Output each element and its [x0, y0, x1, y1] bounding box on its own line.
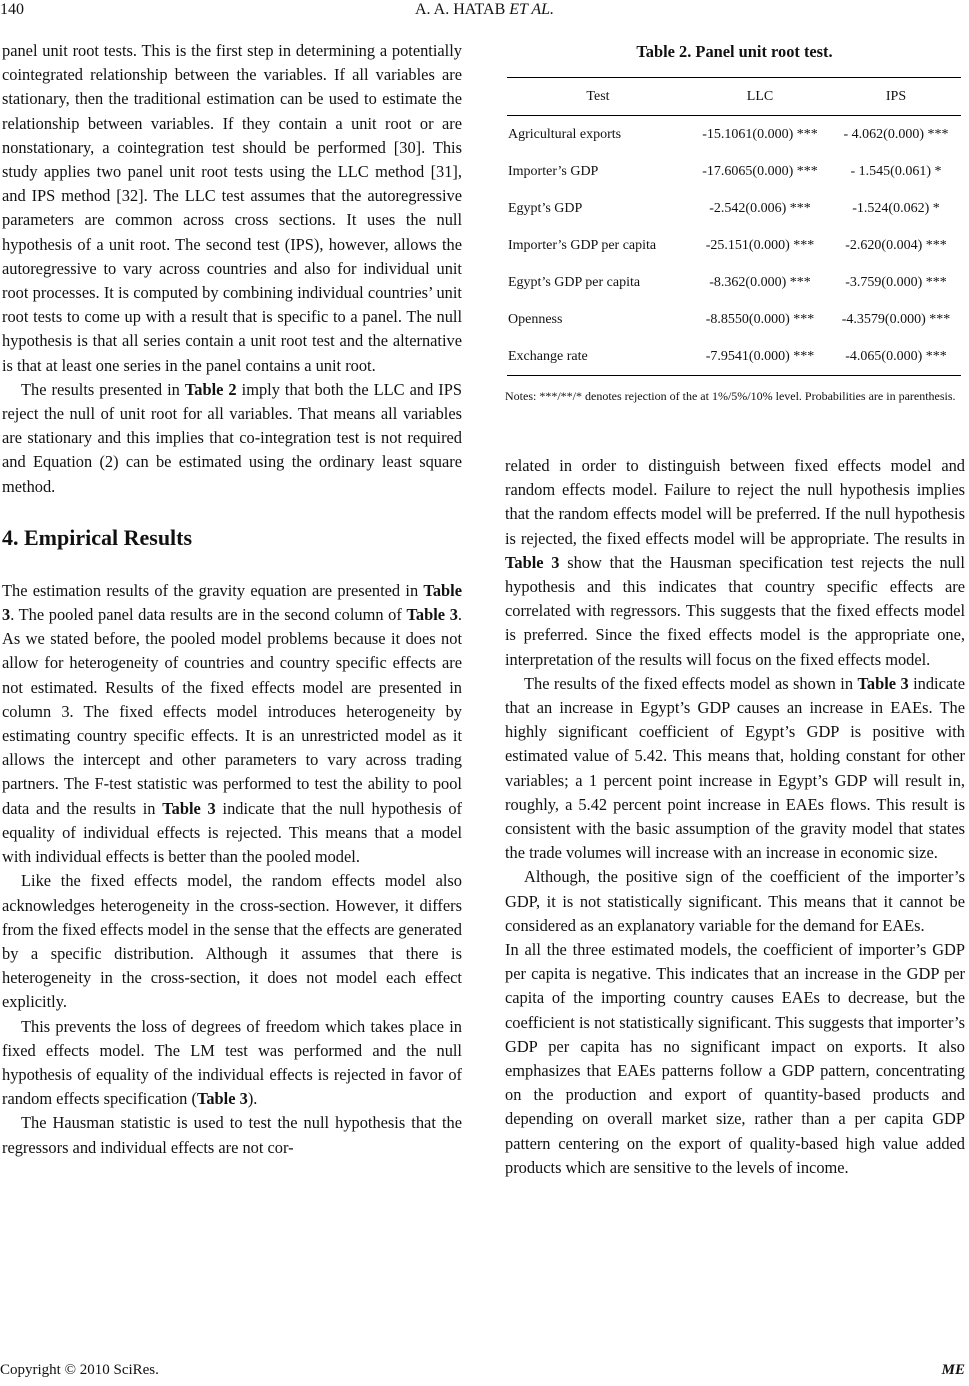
left-column	[2, 39, 462, 1160]
table-header-row	[507, 78, 961, 116]
paragraph: panel unit root tests. This is the first step in determining a potentially cointegrated relationship between the variables. If all variables are stationary, then the traditional estimation can be used to estimate the relationship between variables. If they contain a unit root or are nonstationary, a cointegration test should be performed [30]. This study applies two panel unit root tests using the LLC method [31], and IPS method [32]. The LLC test assumes that the autoregressive parameters are common across cross sections. It uses the null hypothesis of a unit root. The second test (IPS), however, allows the autoregressive to vary across countries and also for individual unit root processes. It is computed by combining individual countries’ unit root tests to come up with a result that is specific to a panel. The null hypothesis is that all series contain a unit root test and the alternative is that at least one series in the panel contains a unit root.	[2, 41, 462, 375]
paragraph: Although, the positive sign of the coefficient of the importer’s GDP, it is not statistically significant. This means that it cannot be considered as an explanatory variable for the demand for EAEs.	[505, 867, 965, 935]
ips-value: - 4.062(0.000) ***	[843, 126, 949, 142]
ips-value: - 1.545(0.061) *	[850, 163, 942, 179]
copyright-notice: Copyright © 2010 SciRes.	[0, 1362, 159, 1378]
row-label: Exchange rate	[507, 338, 689, 376]
table-notes: Notes: ***/**/* denotes rejection of the at 1%/5%/10% level. Probabilities are in parenthesis.	[505, 389, 956, 403]
table-reference: Table 3	[505, 552, 560, 572]
ips-value: -2.620(0.004) ***	[845, 237, 947, 253]
row-label: Egypt’s GDP per capita	[508, 274, 641, 290]
llc-value: -8.8550(0.000) ***	[705, 311, 815, 327]
row-label: Importer’s GDP per capita	[508, 237, 657, 253]
running-head-et-al: ET AL.	[509, 1, 555, 18]
row-label: Openness	[508, 311, 563, 327]
table-reference: Table 3	[2, 580, 462, 625]
ips-value: -1.524(0.062) *	[852, 200, 940, 216]
ips-value: -3.759(0.000) ***	[845, 274, 947, 290]
table-reference: Table 3	[857, 673, 909, 693]
table-caption: Table 2. Panel unit root test.	[636, 42, 833, 61]
header-llc: LLC	[689, 78, 831, 116]
table-row	[507, 301, 961, 338]
row-label: Egypt’s GDP	[508, 200, 583, 216]
row-label: Importer’s GDP	[508, 163, 599, 179]
row-label: Agricultural exports	[508, 126, 622, 142]
llc-value: -8.362(0.000) ***	[709, 274, 811, 290]
table-row	[507, 227, 961, 264]
paragraph: The Hausman statistic is used to test the null hypothesis that the regressors and individual effects are not cor-	[2, 1113, 462, 1157]
paragraph: The results presented in Table 2 imply that both the LLC and IPS reject the null of unit root for all variables. That means all variables are stationary and this implies that co-integration test is not required and Equation (2) can be estimated using the ordinary least square method.	[2, 379, 462, 496]
table-row	[507, 153, 961, 190]
table-reference: Table 3	[162, 798, 216, 818]
table-row	[507, 190, 961, 227]
table-reference: Table 2	[184, 379, 237, 399]
header-ips: IPS	[831, 78, 961, 116]
header-test: Test	[507, 78, 689, 116]
llc-value: -25.151(0.000) ***	[705, 237, 815, 253]
llc-value: -2.542(0.006) ***	[709, 200, 811, 216]
llc-value: -15.1061(0.000) ***	[702, 126, 818, 142]
running-head-authors: A. A. HATAB	[414, 1, 506, 18]
paragraph: The estimation results of the gravity equation are presented in Table 3. The pooled panel data results are in the second column of Table 3. As we stated before, the pooled model problems because it does not allow for heterogeneity of countries and country specific effects are not estimated. Results of the fixed effects model are presented in column 3. The fixed effects model introduces heterogeneity by estimating country specific effects. It is an unrestricted model as it allows the intercept and other parameters to vary across trading partners. The F-test statistic was performed to test the ability to pool data and the results in Table 3 indicate that the null hypothesis of equality of individual effects is rejected. This means that a model with individual effects is better than the pooled model.	[2, 580, 462, 867]
page-number: 140	[0, 1, 24, 18]
table-row	[507, 264, 961, 301]
table-row	[507, 116, 961, 154]
right-column	[505, 454, 965, 1180]
table-2	[505, 41, 964, 405]
paragraph: In all the three estimated models, the coefficient of importer’s GDP per capita is negative. This indicates that an increase in the GDP per capita of the importing country causes EAEs to decrease, but the coefficient is not statistically significant. This suggests that importer’s GDP per capita has no significant impact on exports. It also emphasizes that EAEs patterns follow a GDP pattern, concentrating on the production and export of quantity-based products and depending on overall market size, rather than a per capita GDP pattern centering on the export of quality-based high value added products which are sensitive to the levels of income.	[505, 940, 965, 1177]
paragraph: The results of the fixed effects model as shown in Table 3 indicate that an increase in Egypt’s GDP causes an increase in EAEs. The highly significant coefficient of Egypt’s GDP is positive with estimated value of 5.42. This means that, holding constant for other variables; a 1 percent point increase in Egypt’s GDP will result in, roughly, a 5.42 percent point increase in EAEs flows. This result is consistent with the basic assumption of the gravity model that states the trade volumes will increase with an increase in economic size.	[505, 673, 965, 863]
table-reference: Table 3	[196, 1089, 248, 1109]
section-title: 4. Empirical Results	[2, 524, 193, 550]
journal-abbreviation: ME	[941, 1362, 965, 1378]
llc-value: -7.9541(0.000) ***	[689, 338, 831, 376]
ips-value: -4.065(0.000) ***	[831, 338, 961, 376]
paragraph: Like the fixed effects model, the random effects model also acknowledges heterogeneity in the cross-section. However, it differs from the fixed effects model in the sense that the effects are generated by a specific distribution. Although it assumes that there is heterogeneity in the cross-section, it does not model each effect explicitly.	[2, 871, 462, 1012]
ips-value: -4.3579(0.000) ***	[841, 311, 951, 327]
page-header	[0, 0, 969, 30]
panel-unit-root-table	[507, 77, 961, 376]
paragraph: related in order to distinguish between fixed effects model and random effects model. Failure to reject the null hypothesis implies that the random effects model will be preferred. If the null hypothesis is rejected, the fixed effects model will be appropriate. The results in Table 3 show that the Hausman specification test rejects the null hypothesis and this indicates that country specific effects are correlated with regressors. This suggests that the fixed effects model is preferred. Since the fixed effects model is the appropriate one, interpretation of the results will focus on the fixed effects model.	[505, 456, 965, 669]
llc-value: -17.6065(0.000) ***	[702, 163, 818, 179]
table-row	[507, 338, 961, 376]
table-reference: Table 3	[406, 605, 458, 625]
running-head	[0, 1, 969, 19]
paragraph: This prevents the loss of degrees of freedom which takes place in fixed effects model. The LM test was performed and the null hypothesis of equality of the individual effects is rejected in favor of random effects specification (Table 3).	[2, 1016, 462, 1109]
